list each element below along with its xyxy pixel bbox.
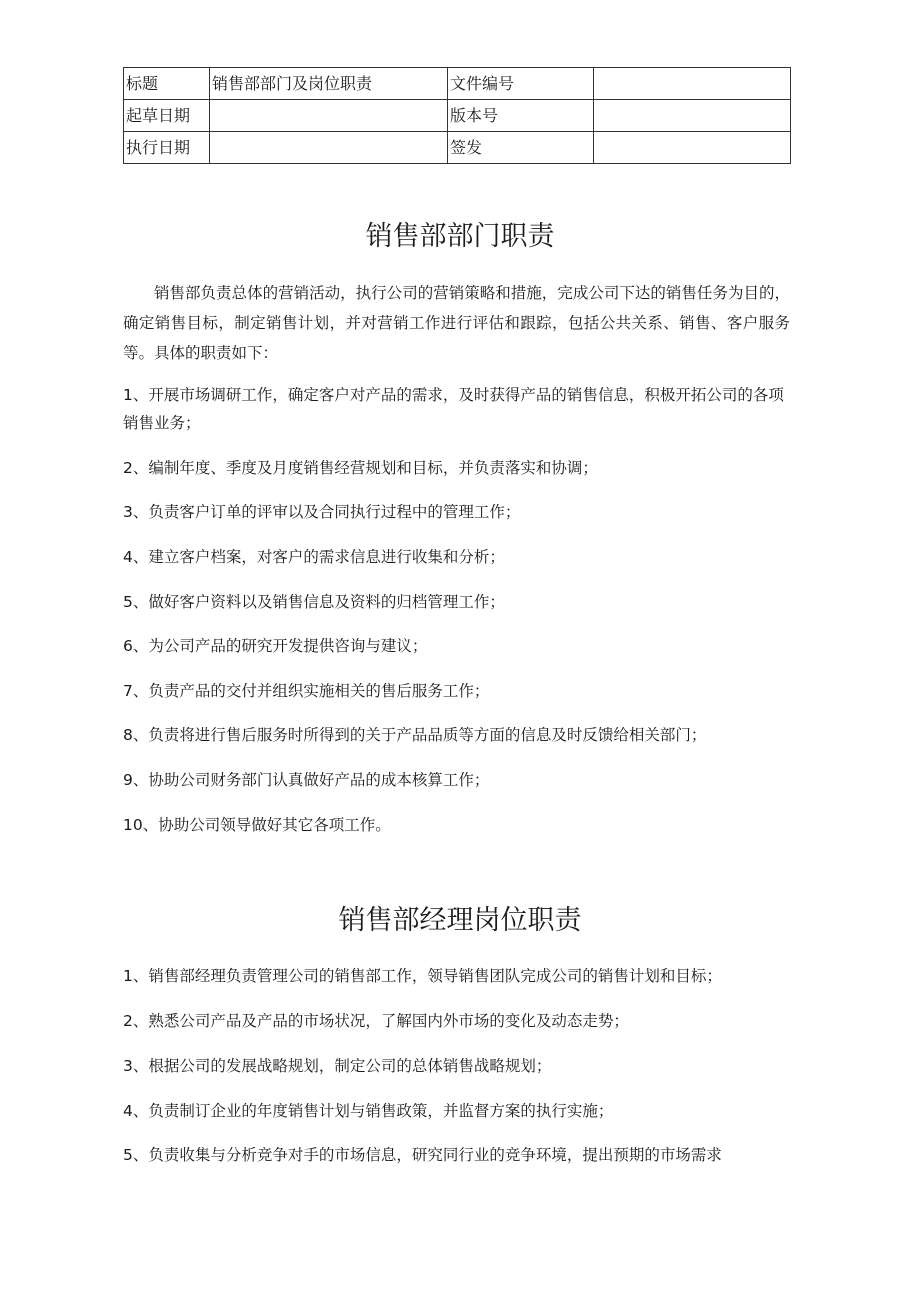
list-item: 9、协助公司财务部门认真做好产品的成本核算工作； [123, 771, 490, 789]
approval-value-cell [594, 132, 791, 164]
title-label-cell: 标题 [124, 68, 210, 100]
list-item: 3、根据公司的发展战略规划，制定公司的总体销售战略规划； [123, 1057, 552, 1075]
version-label-cell: 版本号 [448, 100, 594, 132]
doc-number-value-cell [594, 68, 791, 100]
list-item: 4、负责制订企业的年度销售计划与销售政策，并监督方案的执行实施； [123, 1102, 614, 1120]
list-item: 2、编制年度、季度及月度销售经营规划和目标，并负责落实和协调； [123, 459, 598, 477]
section1-intro-paragraph: 销售部负责总体的营销活动，执行公司的营销策略和措施，完成公司下达的销售任务为目的，确定销售目标，制定销售计划，并对营销工作进行评估和跟踪，包括公共关系、销售、客户服务等。具体的职责如下： [123, 284, 790, 362]
table-row [124, 132, 791, 164]
effective-date-label-cell: 执行日期 [124, 132, 210, 164]
list-item: 5、负责收集与分析竞争对手的市场信息，研究同行业的竞争环境，提出预期的市场需求 [123, 1146, 722, 1164]
list-item: 3、负责客户订单的评审以及合同执行过程中的管理工作； [123, 503, 521, 521]
list-item: 10、协助公司领导做好其它各项工作。 [123, 816, 391, 834]
list-item: 4、建立客户档案，对客户的需求信息进行收集和分析； [123, 548, 505, 566]
document-info-table [123, 67, 791, 164]
list-item: 5、做好客户资料以及销售信息及资料的归档管理工作； [123, 593, 505, 611]
draft-date-value-cell [210, 100, 448, 132]
section1-heading: 销售部部门职责 [365, 221, 555, 252]
effective-date-value-cell [210, 132, 448, 164]
list-item: 1、销售部经理负责管理公司的销售部工作，领导销售团队完成公司的销售计划和目标； [123, 967, 722, 985]
section2-heading: 销售部经理岗位职责 [338, 905, 582, 936]
table-row [124, 68, 791, 100]
title-value-cell: 销售部部门及岗位职责 [210, 68, 448, 100]
list-item: 2、熟悉公司产品及产品的市场状况，了解国内外市场的变化及动态走势； [123, 1012, 629, 1030]
doc-number-label-cell: 文件编号 [448, 68, 594, 100]
list-item: 6、为公司产品的研究开发提供咨询与建议； [123, 637, 428, 655]
version-value-cell [594, 100, 791, 132]
list-item: 1、开展市场调研工作，确定客户对产品的需求，及时获得产品的销售信息，积极开拓公司的各项销售业务； [123, 386, 784, 432]
list-item: 7、负责产品的交付并组织实施相关的售后服务工作； [123, 682, 490, 700]
list-item: 8、负责将进行售后服务时所得到的关于产品品质等方面的信息及时反馈给相关部门； [123, 726, 707, 744]
table-row [124, 100, 791, 132]
draft-date-label-cell: 起草日期 [124, 100, 210, 132]
approval-label-cell: 签发 [448, 132, 594, 164]
